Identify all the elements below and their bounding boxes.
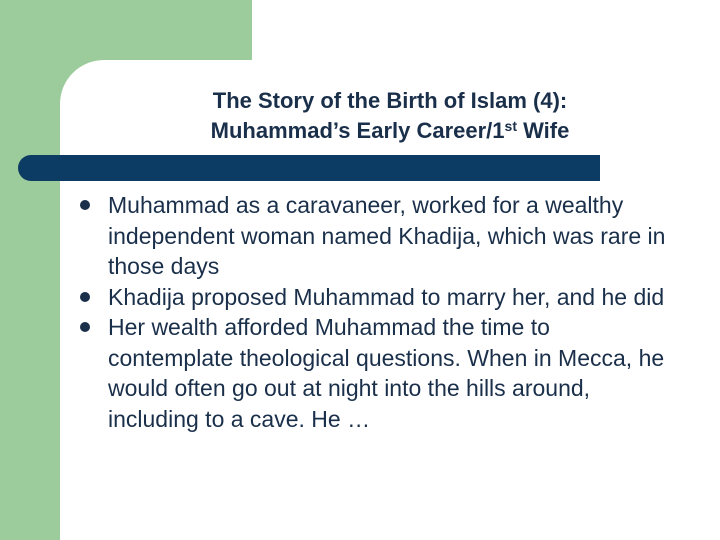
slide-title-line-1: The Story of the Birth of Islam (4): [212,88,568,113]
bullet-dot-icon [80,200,90,210]
bullet-text: Khadija proposed Muhammad to marry her, and he did [108,283,665,310]
title-underline-bar [18,155,600,181]
decorative-green-sidebar [0,60,60,540]
bullet-dot-icon [80,292,90,302]
title-superscript: st [504,118,517,134]
slide-title-line-2 [60,116,720,146]
bullet-dot-icon [80,322,90,332]
bullet-text: Muhammad as a caravaneer, worked for a wealthy independent woman named Khadija, which was rare in those days [108,192,666,279]
bullet-item [78,190,678,282]
title-line-2-suffix: Wife [516,118,570,143]
bullet-list [78,190,678,434]
bullet-item [78,312,678,434]
slide-title [60,86,720,146]
bullet-item [78,282,678,313]
bullet-text: Her wealth afforded Muhammad the time to contemplate theological questions. When in Mecca, he would often go out at night into the hills around, including to a cave. He … [108,314,665,432]
title-line-2-text: Muhammad’s Early Career/1 [210,118,505,143]
